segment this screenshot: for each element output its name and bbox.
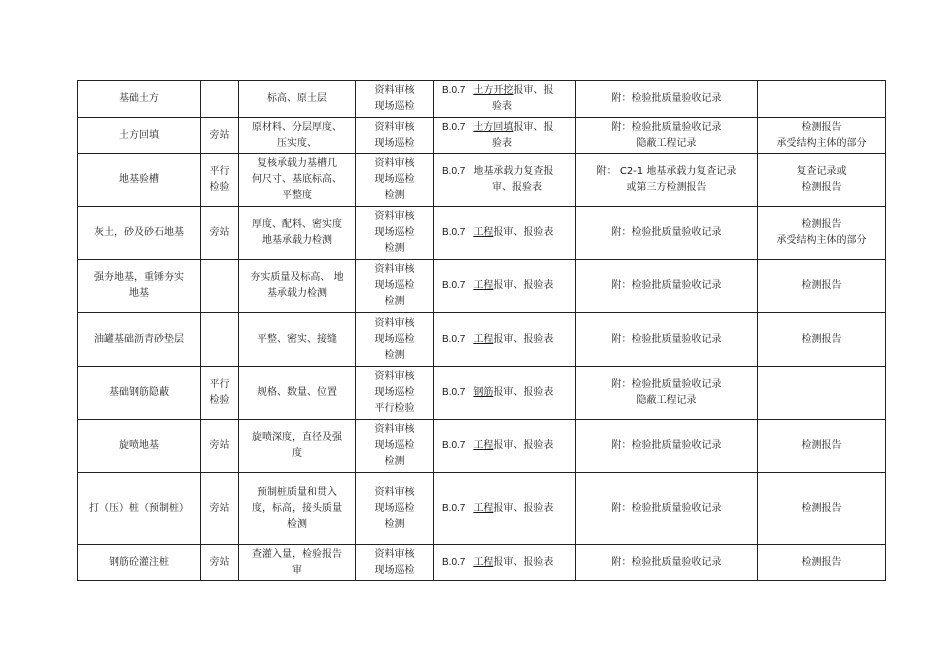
- table-row: [78, 81, 886, 118]
- cell-content-line: 度: [292, 448, 302, 459]
- cell-method: [201, 313, 239, 367]
- form-title-underlined: 钢筋: [473, 387, 494, 398]
- cell-check-line: 检测: [384, 456, 405, 467]
- cell-check-line: 现场巡检: [374, 564, 415, 576]
- cell-check-line: 现场巡检: [374, 174, 415, 185]
- cell-check-line: 资料审核: [374, 548, 415, 560]
- cell-content-line: 复核承载力基槽几: [257, 158, 337, 169]
- cell-report: [758, 473, 886, 545]
- form-title-underlined: 工程: [473, 556, 494, 568]
- attachment-line: 附：检验批质量验收记录: [611, 440, 722, 451]
- cell-report: [758, 154, 886, 207]
- attachment-line: 附：检验批质量验收记录: [611, 93, 722, 104]
- cell-item-line: 打（压）桩（预制桩）: [89, 502, 189, 514]
- cell-check: [356, 81, 434, 118]
- form-title-underlined: 土方开挖: [473, 85, 514, 96]
- cell-form: [434, 545, 576, 581]
- cell-check: [356, 473, 434, 545]
- form-title-underlined: 工程: [473, 333, 494, 345]
- cell-form: [434, 81, 576, 118]
- cell-check: [356, 260, 434, 313]
- form-title-underlined: 土方回填: [473, 121, 514, 133]
- cell-item: [78, 313, 201, 367]
- cell-item: [78, 207, 201, 260]
- cell-check-line: 资料审核: [374, 424, 415, 435]
- table-row: [78, 473, 886, 545]
- cell-item: [78, 473, 201, 545]
- report-line: 复查记录或: [796, 166, 847, 177]
- cell-attachment: [576, 545, 758, 581]
- report-line: 检测报告: [801, 556, 842, 568]
- cell-method: [201, 118, 239, 154]
- cell-content-line: 压实度、: [277, 137, 317, 149]
- form-line: [442, 555, 571, 571]
- cell-content-line: 预制桩质量和贯入: [257, 486, 337, 498]
- form-line: [442, 83, 571, 99]
- cell-form: [434, 154, 576, 207]
- table-row: [78, 545, 886, 581]
- cell-attachment: [576, 154, 758, 207]
- form-line: [442, 332, 571, 348]
- form-title: 报审、报验表: [493, 556, 554, 568]
- report-line: 承受结构主体的部分: [776, 137, 867, 149]
- cell-method: [201, 420, 239, 473]
- cell-method-line: 平行: [209, 379, 230, 390]
- form-code: B.0.7: [442, 227, 466, 238]
- table-row: [78, 260, 886, 313]
- report-line: 检测报告: [801, 121, 842, 133]
- cell-form: [434, 118, 576, 154]
- cell-item-line: 基础钢筋隐蔽: [109, 387, 169, 398]
- form-line: [442, 438, 571, 454]
- form-code: B.0.7: [442, 85, 466, 96]
- attachment-line: 附：检验批质量验收记录: [611, 280, 722, 291]
- cell-form: [434, 207, 576, 260]
- cell-content-line: 查灌入量，检验报告: [252, 548, 342, 560]
- cell-attachment: [576, 367, 758, 420]
- form-title: 报审、报验表: [493, 502, 554, 514]
- report-line: 检测报告: [801, 333, 842, 345]
- inspection-table: [77, 80, 886, 581]
- cell-report: [758, 260, 886, 313]
- cell-check-line: 资料审核: [374, 158, 415, 169]
- cell-attachment: [576, 207, 758, 260]
- attachment-line: 隐蔽工程记录: [636, 395, 697, 406]
- cell-report: [758, 545, 886, 581]
- cell-check-line: 现场巡检: [374, 333, 415, 345]
- cell-method-line: 检验: [209, 182, 230, 193]
- form-code: B.0.7: [442, 333, 466, 345]
- table-row: [78, 207, 886, 260]
- attachment-line: 附：检验批质量验收记录: [611, 556, 722, 568]
- report-line: 检测报告: [801, 502, 842, 514]
- cell-content-line: 厚度、配料、密实度: [252, 219, 342, 230]
- cell-method: [201, 367, 239, 420]
- cell-check: [356, 420, 434, 473]
- cell-item-line: 地基验槽: [119, 174, 159, 185]
- form-title-underlined: 工程: [473, 440, 494, 451]
- form-code: B.0.7: [442, 556, 466, 568]
- form-line: [442, 385, 571, 401]
- form-line: [442, 225, 571, 241]
- cell-content-line: 旋喷深度，直径及强: [252, 432, 342, 443]
- form-title: 地基承载力复查报: [473, 166, 554, 177]
- cell-item: [78, 260, 201, 313]
- cell-report: [758, 207, 886, 260]
- cell-form: [434, 420, 576, 473]
- cell-method: [201, 154, 239, 207]
- cell-content-line: 地基承载力检测: [262, 235, 332, 246]
- cell-content: [239, 260, 356, 313]
- attachment-line: 隐蔽工程记录: [636, 137, 697, 149]
- table-row: [78, 118, 886, 154]
- cell-item: [78, 545, 201, 581]
- cell-check-line: 资料审核: [374, 486, 415, 498]
- form-title-underlined: 工程: [473, 280, 494, 291]
- cell-method-line: 平行: [209, 166, 230, 177]
- cell-item-line: 基础土方: [119, 93, 159, 104]
- cell-check: [356, 207, 434, 260]
- cell-form: [434, 313, 576, 367]
- cell-form: [434, 473, 576, 545]
- cell-item-line: 强夯地基，重锤夯实: [94, 272, 184, 283]
- cell-item: [78, 420, 201, 473]
- cell-method-line: 旁站: [209, 129, 230, 141]
- cell-content-line: 何尺寸、基底标高、: [252, 174, 342, 185]
- form-title-underlined: 工程: [473, 502, 494, 514]
- cell-content: [239, 473, 356, 545]
- cell-item: [78, 81, 201, 118]
- cell-method-line: 旁站: [209, 440, 230, 451]
- cell-item-line: 地基: [129, 288, 149, 299]
- cell-content-line: 检测: [287, 518, 307, 530]
- table-row: [78, 367, 886, 420]
- cell-content-line: 度，标高，接头质量: [252, 502, 342, 514]
- attachment-line: 或第三方检测报告: [626, 182, 707, 193]
- table-row: [78, 154, 886, 207]
- cell-method: [201, 473, 239, 545]
- form-title: 报审、报验表: [493, 333, 554, 345]
- form-line: [442, 501, 571, 517]
- cell-form: [434, 260, 576, 313]
- form-title-continued: 验表: [492, 137, 512, 149]
- cell-attachment: [576, 118, 758, 154]
- cell-check-line: 现场巡检: [374, 440, 415, 451]
- cell-item-line: 土方回填: [119, 129, 159, 141]
- cell-report: [758, 118, 886, 154]
- form-title: 报审、报验表: [493, 280, 554, 291]
- cell-check-line: 现场巡检: [374, 227, 415, 238]
- cell-report: [758, 313, 886, 367]
- attachment-line: 附： C2-1 地基承载力复查记录: [596, 166, 737, 177]
- cell-attachment: [576, 313, 758, 367]
- cell-content-line: 原材料、分层厚度、: [252, 121, 342, 133]
- inspection-table-sheet: [77, 80, 885, 581]
- cell-content: [239, 118, 356, 154]
- cell-attachment: [576, 473, 758, 545]
- form-title-continued: 验表: [492, 101, 512, 112]
- cell-check-line: 检测: [384, 349, 405, 361]
- cell-method: [201, 260, 239, 313]
- cell-check-line: 资料审核: [374, 317, 415, 329]
- cell-check-line: 资料审核: [374, 121, 415, 133]
- table-body: [78, 81, 886, 581]
- cell-attachment: [576, 260, 758, 313]
- form-code: B.0.7: [442, 280, 466, 291]
- attachment-line: 附：检验批质量验收记录: [611, 121, 722, 133]
- report-line: 检测报告: [801, 440, 842, 451]
- cell-method-line: 旁站: [209, 227, 230, 238]
- cell-method: [201, 81, 239, 118]
- cell-method-line: 旁站: [209, 502, 230, 514]
- cell-item: [78, 118, 201, 154]
- cell-content: [239, 81, 356, 118]
- attachment-line: 附：检验批质量验收记录: [611, 333, 722, 345]
- form-line: [442, 164, 571, 180]
- form-line: [442, 278, 571, 294]
- cell-attachment: [576, 420, 758, 473]
- cell-check-line: 资料审核: [374, 85, 415, 96]
- form-title: 报审、报验表: [493, 227, 554, 238]
- form-code: B.0.7: [442, 121, 466, 133]
- cell-item-line: 灰土，砂及砂石地基: [94, 227, 184, 238]
- cell-method: [201, 207, 239, 260]
- cell-item-line: 旋喷地基: [119, 440, 159, 451]
- cell-check-line: 现场巡检: [374, 387, 415, 398]
- cell-item: [78, 367, 201, 420]
- cell-check: [356, 313, 434, 367]
- cell-method: [201, 545, 239, 581]
- cell-report: [758, 367, 886, 420]
- cell-item-line: 油罐基础沥青砂垫层: [94, 333, 184, 345]
- form-code: B.0.7: [442, 502, 466, 514]
- cell-check-line: 现场巡检: [374, 280, 415, 291]
- cell-check: [356, 545, 434, 581]
- cell-content: [239, 545, 356, 581]
- cell-method-line: 旁站: [209, 556, 230, 568]
- cell-attachment: [576, 81, 758, 118]
- cell-check-line: 资料审核: [374, 211, 415, 222]
- report-line: 检测报告: [801, 182, 842, 193]
- cell-check-line: 检测: [384, 243, 405, 254]
- cell-check: [356, 367, 434, 420]
- form-title: 报审、报: [513, 121, 554, 133]
- form-code: B.0.7: [442, 387, 466, 398]
- attachment-line: 附：检验批质量验收记录: [611, 227, 722, 238]
- cell-check-line: 资料审核: [374, 264, 415, 275]
- attachment-line: 附：检验批质量验收记录: [611, 379, 722, 390]
- cell-check: [356, 154, 434, 207]
- cell-report: [758, 420, 886, 473]
- report-line: 检测报告: [801, 280, 842, 291]
- cell-check-line: 检测: [384, 296, 405, 307]
- form-title: 报审、报: [513, 85, 554, 96]
- cell-content-line: 平整度: [282, 190, 312, 201]
- cell-check-line: 现场巡检: [374, 502, 415, 514]
- attachment-line: 附：检验批质量验收记录: [611, 502, 722, 514]
- cell-check-line: 检测: [384, 518, 405, 530]
- cell-report: [758, 81, 886, 118]
- form-code: B.0.7: [442, 440, 466, 451]
- cell-check-line: 现场巡检: [374, 101, 415, 112]
- cell-content-line: 平整、密实、接缝: [257, 333, 337, 345]
- report-line: 承受结构主体的部分: [776, 235, 867, 246]
- cell-check-line: 资料审核: [374, 371, 415, 382]
- cell-content: [239, 313, 356, 367]
- cell-content: [239, 207, 356, 260]
- form-title-continued: 审、报验表: [492, 182, 542, 193]
- cell-item: [78, 154, 201, 207]
- form-code: B.0.7: [442, 166, 466, 177]
- form-title-underlined: 工程: [473, 227, 494, 238]
- cell-content-line: 夯实质量及标高、 地: [250, 272, 344, 283]
- cell-content-line: 规格、数量、位置: [257, 387, 337, 398]
- cell-check: [356, 118, 434, 154]
- form-title: 报审、报验表: [493, 440, 554, 451]
- cell-check-line: 现场巡检: [374, 137, 415, 149]
- cell-content-line: 标高、原土层: [267, 93, 327, 104]
- form-title: 报审、报验表: [493, 387, 554, 398]
- cell-check-line: 检测: [384, 190, 405, 201]
- form-line: [442, 120, 571, 136]
- cell-content: [239, 154, 356, 207]
- table-row: [78, 420, 886, 473]
- table-row: [78, 313, 886, 367]
- cell-content-line: 基承载力检测: [267, 288, 327, 299]
- cell-content: [239, 420, 356, 473]
- cell-form: [434, 367, 576, 420]
- cell-method-line: 检验: [209, 395, 230, 406]
- cell-content-line: 审: [292, 564, 302, 576]
- cell-check-line: 平行检验: [374, 403, 415, 414]
- report-line: 检测报告: [801, 219, 842, 230]
- cell-content: [239, 367, 356, 420]
- cell-item-line: 钢筋砼灌注桩: [109, 556, 169, 568]
